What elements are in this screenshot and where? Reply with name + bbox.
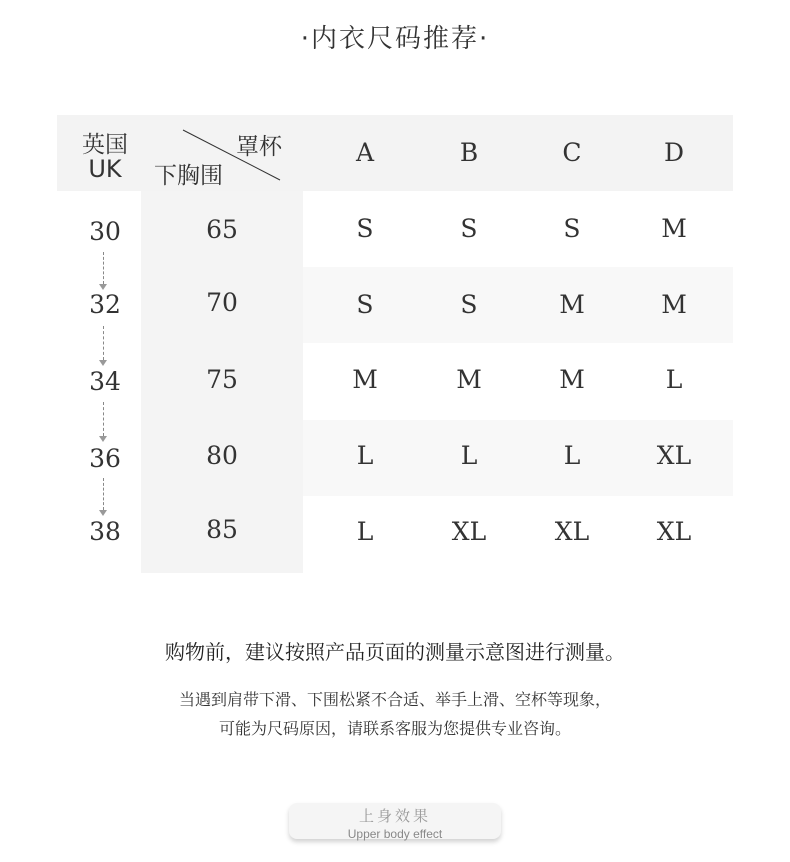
size-cell: L xyxy=(665,365,683,394)
cup-header-d: D xyxy=(663,138,685,167)
size-cell: S xyxy=(460,214,478,243)
size-cell: M xyxy=(559,365,585,394)
size-cell: XL xyxy=(656,441,692,470)
arrow-down-icon xyxy=(103,252,105,292)
underbust-cell: 65 xyxy=(206,215,238,244)
underbust-cell: 70 xyxy=(206,288,238,317)
size-cell: M xyxy=(456,365,482,394)
underbust-header-label: 下胸围 xyxy=(154,163,223,189)
uk-size-cell: 38 xyxy=(89,517,121,546)
uk-header-zh: 英国 xyxy=(82,132,128,158)
advice-line-2: 可能为尺码原因，请联系客服为您提供专业咨询。 xyxy=(218,719,571,738)
advice-headline: 购物前，建议按照产品页面的测量示意图进行测量。 xyxy=(165,640,625,664)
cup-header-label: 罩杯 xyxy=(236,134,282,160)
cup-header-c: C xyxy=(562,138,582,167)
underbust-cell: 85 xyxy=(206,515,238,544)
size-cell: L xyxy=(563,441,581,470)
cup-header-b: B xyxy=(459,138,479,167)
arrow-down-icon xyxy=(103,326,105,368)
size-cell: L xyxy=(356,517,374,546)
size-cell: XL xyxy=(656,517,692,546)
size-cell: XL xyxy=(451,517,487,546)
size-cell: XL xyxy=(554,517,590,546)
arrow-down-icon xyxy=(103,402,105,444)
size-cell: S xyxy=(356,290,374,319)
size-cell: M xyxy=(559,290,585,319)
arrow-down-icon xyxy=(103,478,105,518)
uk-size-cell: 34 xyxy=(89,367,121,396)
size-cell: L xyxy=(356,441,374,470)
page-title: ·内衣尺码推荐· xyxy=(300,24,490,54)
uk-size-cell: 30 xyxy=(89,217,121,246)
upper-body-effect-badge xyxy=(289,803,501,839)
uk-size-cell: 32 xyxy=(89,290,121,319)
size-cell: S xyxy=(356,214,374,243)
size-cell: M xyxy=(661,214,687,243)
underbust-cell: 75 xyxy=(206,365,238,394)
underbust-cell: 80 xyxy=(206,441,238,470)
uk-size-cell: 36 xyxy=(89,444,121,473)
advice-line-1: 当遇到肩带下滑、下围松紧不合适、举手上滑、空杯等现象， xyxy=(178,690,611,709)
size-cell: L xyxy=(460,441,478,470)
badge-title-en: Upper body effect xyxy=(347,827,443,841)
size-cell: M xyxy=(661,290,687,319)
badge-title-zh: 上身效果 xyxy=(358,807,431,825)
uk-header-en: UK xyxy=(88,155,122,183)
cup-header-a: A xyxy=(355,138,375,167)
size-cell: S xyxy=(460,290,478,319)
size-cell: S xyxy=(563,214,581,243)
size-cell: M xyxy=(352,365,378,394)
